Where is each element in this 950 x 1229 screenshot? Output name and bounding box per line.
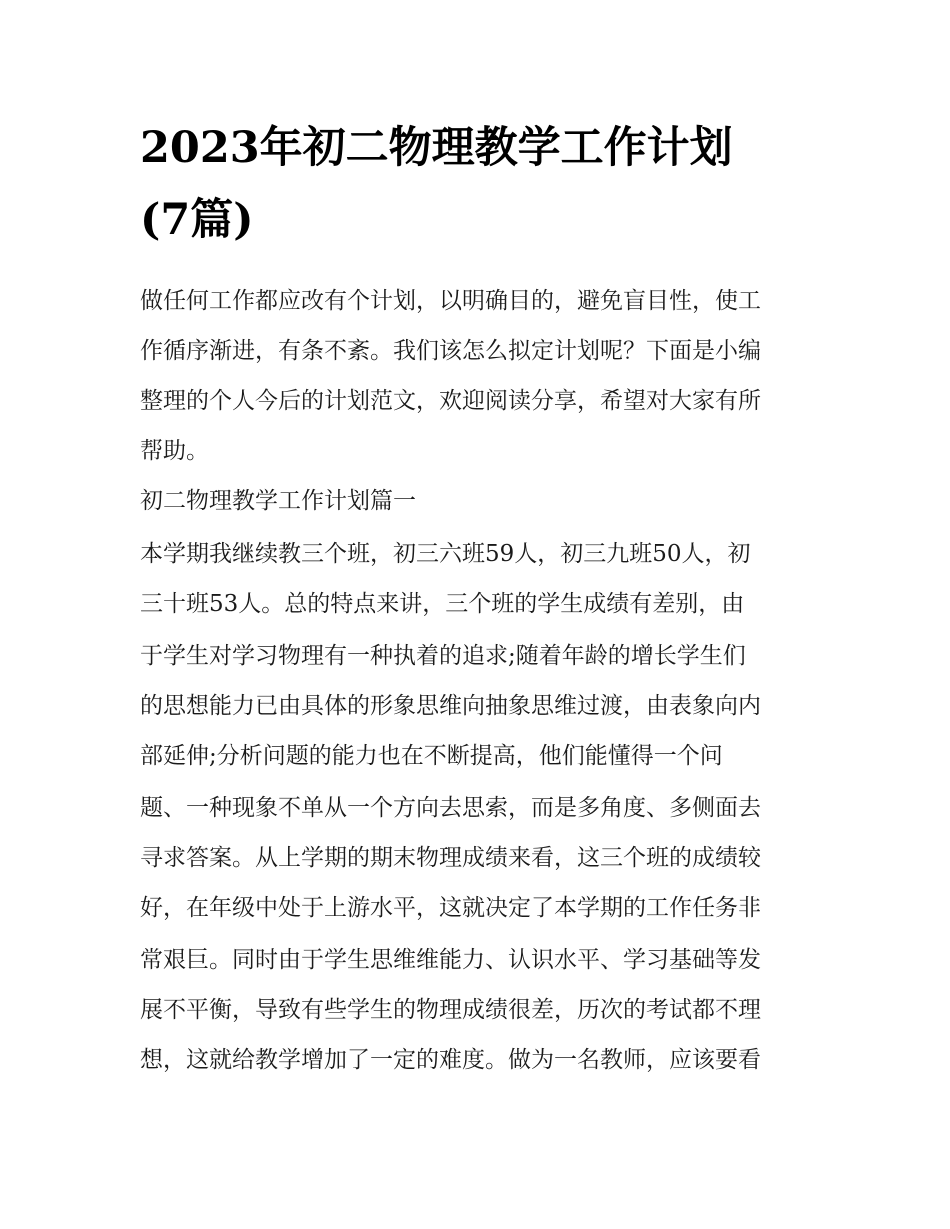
- section-line-5: 部延伸;分析问题的能力也在不断提高，他们能懂得一个问: [140, 743, 723, 769]
- intro-line-3: 整理的个人今后的计划范文，欢迎阅读分享，希望对大家有所: [140, 388, 761, 414]
- title-line-2: (7篇): [140, 195, 254, 245]
- section-line-8: 好，在年级中处于上游水平，这就决定了本学期的工作任务非: [140, 895, 761, 921]
- section-line-11: 想，这就给教学增加了一定的难度。做为一名教师，应该要看: [140, 1047, 761, 1073]
- section-line-1: 本学期我继续教三个班，初三六班59人，初三九班50人，初: [140, 541, 751, 567]
- section-line-10: 展不平衡，导致有些学生的物理成绩很差，历次的考试都不理: [140, 997, 761, 1023]
- document-title: [140, 112, 820, 256]
- intro-line-1: 做任何工作都应改有个计划，以明确目的，避免盲目性，使工: [140, 288, 761, 314]
- title-line-1: 2023年初二物理教学工作计划: [140, 123, 733, 173]
- section-line-2: 三十班53人。总的特点来讲，三个班的学生成绩有差别，由: [140, 591, 745, 617]
- intro-line-4: 帮助。: [140, 438, 209, 464]
- section-line-4: 的思想能力已由具体的形象思维向抽象思维过渡，由表象向内: [140, 693, 761, 719]
- section-line-6: 题、一种现象不单从一个方向去思索，而是多角度、多侧面去: [140, 795, 761, 821]
- section-line-3: 于学生对学习物理有一种执着的追求;随着年龄的增长学生们: [140, 643, 746, 669]
- intro-line-2: 作循序渐进，有条不紊。我们该怎么拟定计划呢？下面是小编: [140, 338, 761, 364]
- section-heading: 初二物理教学工作计划篇一: [140, 488, 416, 514]
- section-line-7: 寻求答案。从上学期的期末物理成绩来看，这三个班的成绩较: [140, 845, 761, 871]
- section-line-9: 常艰巨。同时由于学生思维维能力、认识水平、学习基础等发: [140, 947, 761, 973]
